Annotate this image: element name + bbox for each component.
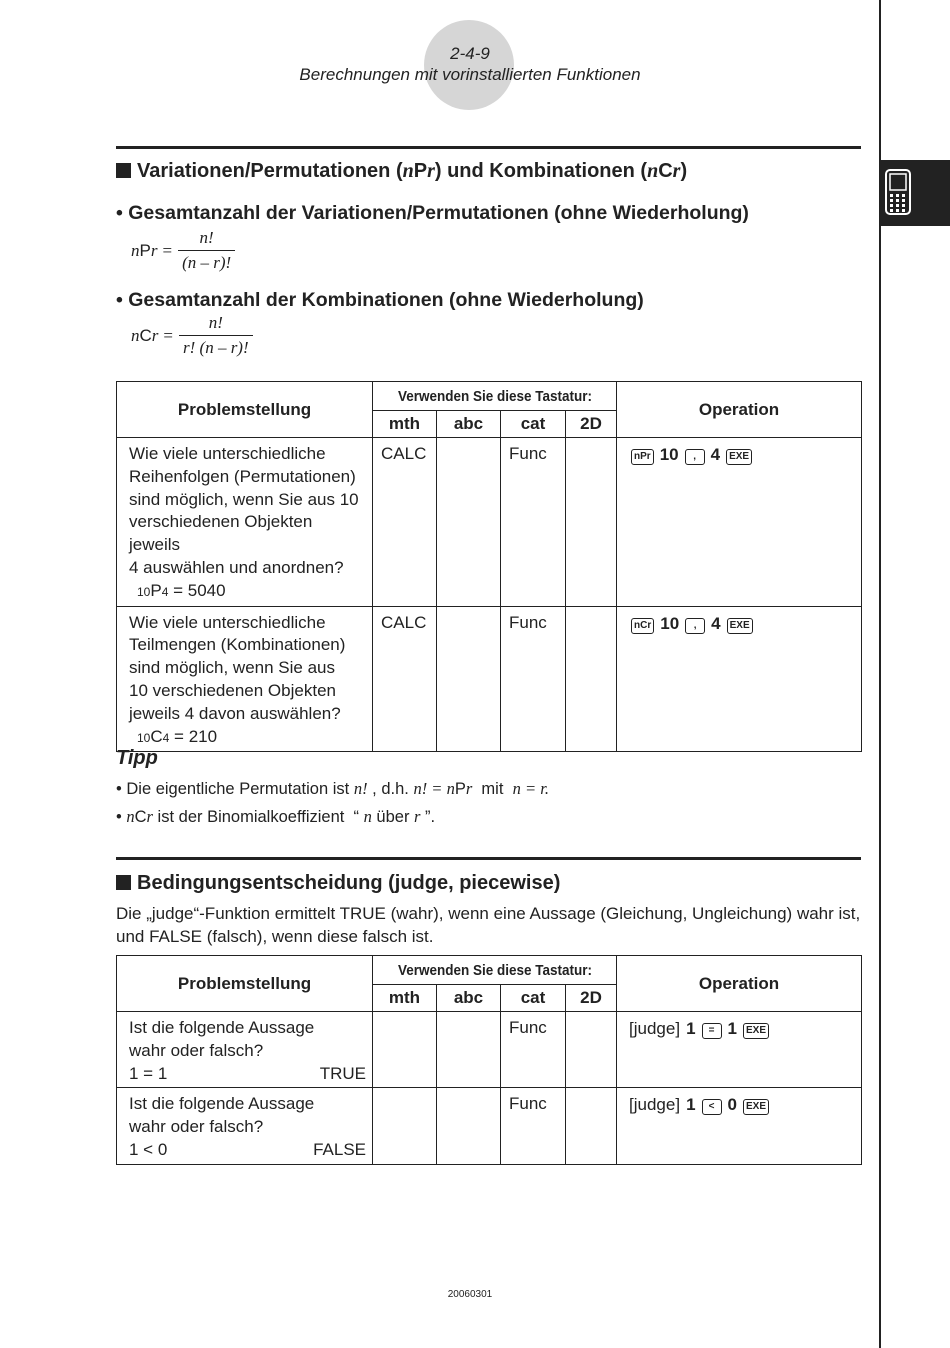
2d-cell [566, 606, 617, 752]
square-bullet-icon [116, 875, 131, 890]
comma-key-icon: , [685, 449, 705, 465]
2d-cell [566, 1088, 617, 1164]
header-cat: cat [501, 411, 566, 438]
problem-cell: Wie viele unterschiedliche Reihenfolgen (Permutationen) sind möglich, wenn Sie aus 10 verschiedenen Objekten jeweils 4 auswählen und anordnen? 10P4 = 5040 [117, 438, 373, 607]
tip-2: • nCr ist der Binomialkoeffizient “ n über r ”. [116, 807, 436, 826]
table-row [117, 1012, 862, 1088]
tip-1: • Die eigentliche Permutation ist n! , d.h. n! = nPr mit n = r. [116, 779, 549, 798]
npr-key-icon: nPr [631, 449, 654, 465]
cat-cell: Func [501, 606, 566, 752]
header-mth: mth [373, 985, 437, 1012]
table-judge [116, 955, 862, 1165]
judge-description: Die „judge“-Funktion ermittelt TRUE (wahr), wenn eine Aussage (Gleichung, Ungleichung) wahr ist, und FALSE (falsch), wenn diese falsch ist. [116, 904, 861, 946]
header-keyboard: Verwenden Sie diese Tastatur: [385, 956, 605, 985]
exe-key-icon: EXE [743, 1023, 769, 1039]
mth-cell [373, 1088, 437, 1164]
cat-cell: Func [501, 1088, 566, 1164]
bullet-heading-combinations: • Gesamtanzahl der Kombinationen (ohne Wiederholung) [116, 289, 644, 311]
problem-cell: Wie viele unterschiedliche Teilmengen (Kombinationen) sind möglich, wenn Sie aus 10 verschiedenen Objekten jeweils 4 davon auswählen? 10C4 = 210 [117, 606, 373, 752]
result-ncr: 10C4 = 210 [137, 726, 218, 746]
header-abc: abc [437, 985, 501, 1012]
operation-cell: nPr 10 , 4 EXE [617, 438, 862, 607]
abc-cell [437, 1088, 501, 1164]
formula-ncr: n C r = $\frac{n!}{r! (n - r)!}$ [131, 313, 253, 358]
exe-key-icon: EXE [727, 618, 753, 634]
less-than-key-icon: < [702, 1099, 722, 1115]
bullet-heading-permutations: • Gesamtanzahl der Variationen/Permutationen (ohne Wiederholung) [116, 202, 749, 224]
result-npr: 10P4 = 5040 [137, 580, 226, 600]
operation-cell: [judge] 1 < 0 EXE [617, 1088, 862, 1164]
comma-key-icon: , [685, 618, 705, 634]
header-problem: Problemstellung [117, 956, 373, 1012]
bullet-dot-icon: • [116, 780, 122, 798]
equals-key-icon: = [702, 1023, 722, 1039]
bullet-dot-icon: • [116, 202, 123, 224]
header-keyboard: Verwenden Sie diese Tastatur: [385, 382, 605, 411]
mth-cell: CALC [373, 606, 437, 752]
bullet-dot-icon: • [116, 808, 122, 826]
header-mth: mth [373, 411, 437, 438]
header-operation: Operation [617, 382, 862, 438]
section-title-permutations: Variationen/Permutationen (nPr) und Kombinationen (nCr) [116, 160, 687, 183]
abc-cell [437, 438, 501, 607]
header-operation: Operation [617, 956, 862, 1012]
tipp-heading: Tipp [116, 747, 158, 769]
2d-cell [566, 438, 617, 607]
exe-key-icon: EXE [726, 449, 752, 465]
ncr-key-icon: nCr [631, 618, 654, 634]
abc-cell [437, 606, 501, 752]
problem-cell: Ist die folgende Aussage wahr oder falsch? 1 = 1 TRUE [117, 1012, 373, 1088]
square-bullet-icon [116, 163, 131, 178]
page-subtitle: Berechnungen mit vorinstallierten Funktionen [299, 65, 641, 84]
header-problem: Problemstellung [117, 382, 373, 438]
header-2d: 2D [566, 985, 617, 1012]
2d-cell [566, 1012, 617, 1088]
bullet-dot-icon: • [116, 289, 123, 311]
cat-cell: Func [501, 438, 566, 607]
mth-cell [373, 1012, 437, 1088]
operation-cell: nCr 10 , 4 EXE [617, 606, 862, 752]
table-row [117, 1088, 862, 1164]
footer-code: 20060301 [447, 1289, 493, 1300]
table-permutations [116, 381, 862, 752]
section-rule [116, 146, 861, 149]
section-rule [116, 857, 861, 860]
abc-cell [437, 1012, 501, 1088]
formula-npr: n P r = $\frac{n!}{(n - r)!}$ [131, 228, 235, 273]
mth-cell: CALC [373, 438, 437, 607]
chapter-tab [881, 160, 950, 226]
cat-cell: Func [501, 1012, 566, 1088]
header-abc: abc [437, 411, 501, 438]
calculator-icon [884, 168, 914, 218]
page-number: 2-4-9 [450, 44, 490, 63]
table-row [117, 606, 862, 752]
table-row [117, 438, 862, 607]
header-2d: 2D [566, 411, 617, 438]
section-title-judge: Bedingungsentscheidung (judge, piecewise) [116, 872, 560, 895]
exe-key-icon: EXE [743, 1099, 769, 1115]
header-cat: cat [501, 985, 566, 1012]
problem-cell: Ist die folgende Aussage wahr oder falsch? 1 < 0 FALSE [117, 1088, 373, 1164]
operation-cell: [judge] 1 = 1 EXE [617, 1012, 862, 1088]
